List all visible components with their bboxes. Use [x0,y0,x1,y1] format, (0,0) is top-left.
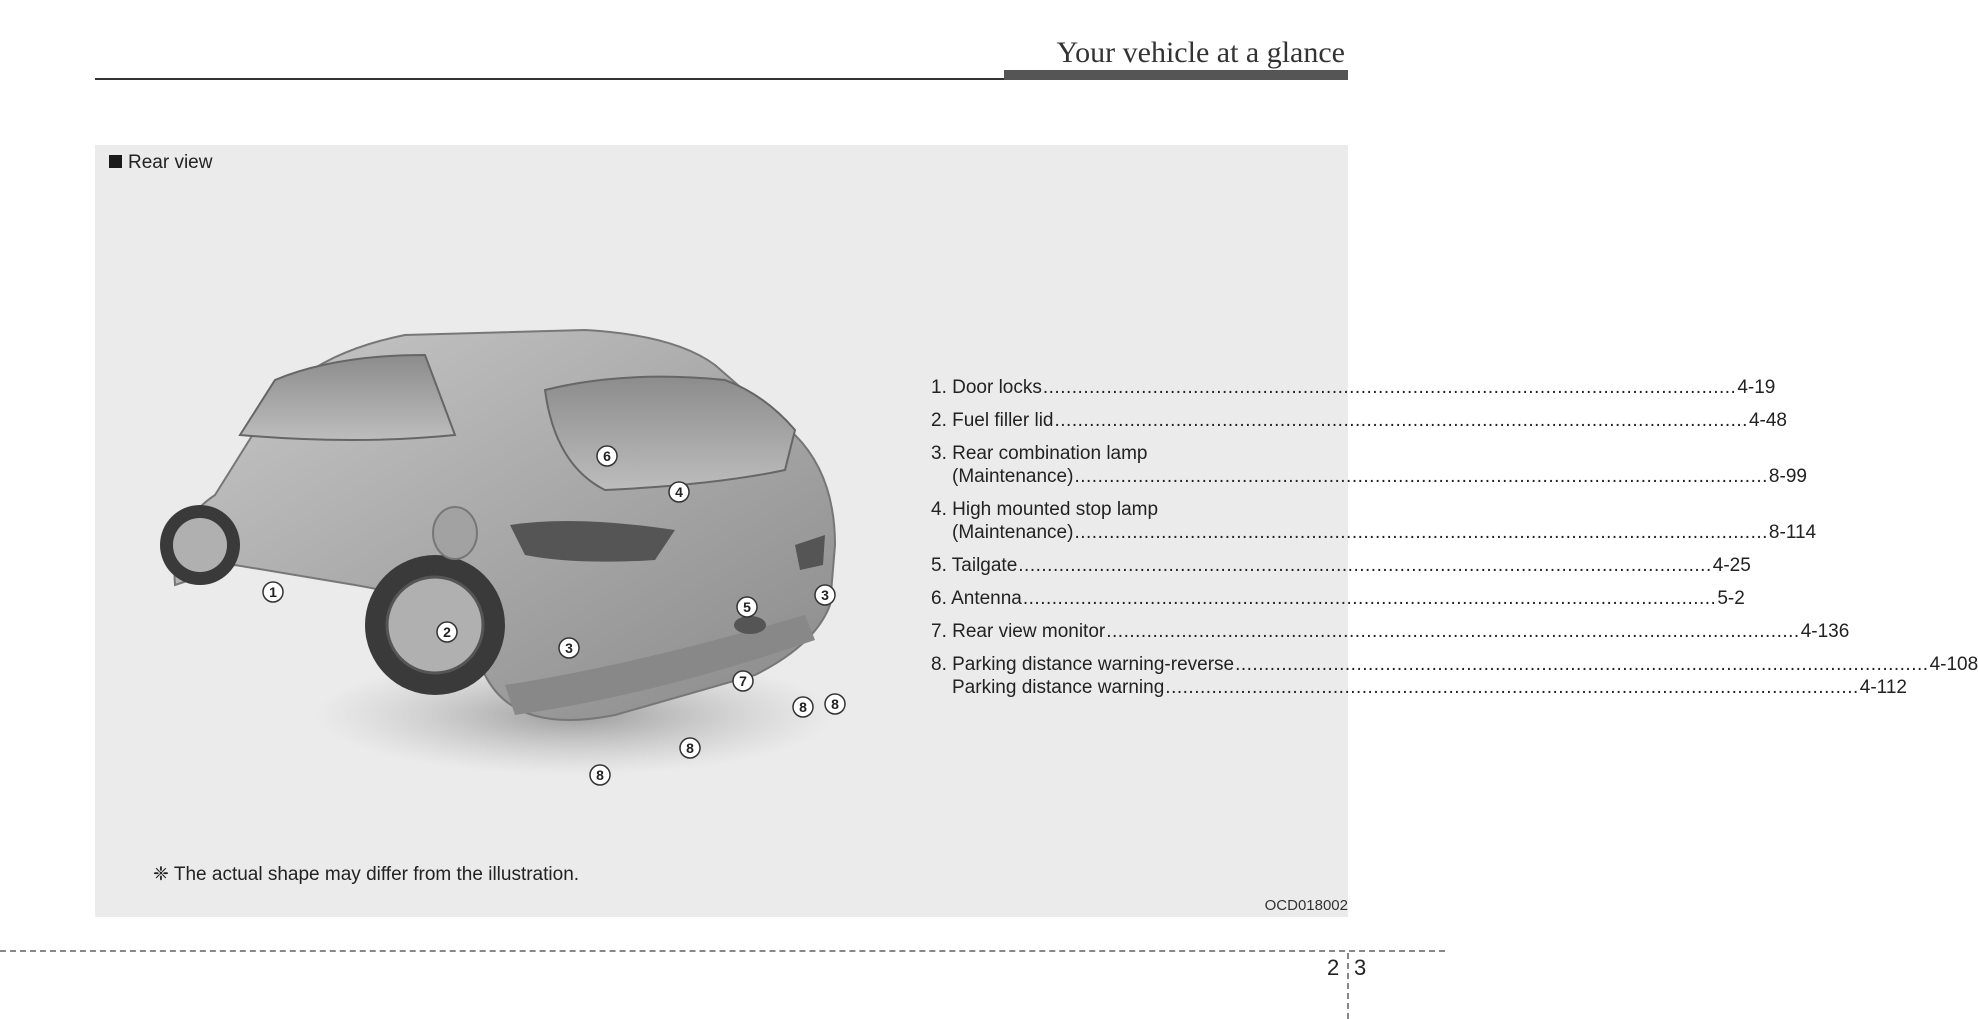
footer-divider [0,950,1445,952]
legend-item [931,498,1817,544]
legend-item-label: 2. Fuel filler lid [931,410,1054,431]
header-rule-accent [1004,70,1348,80]
legend-item [931,442,1807,488]
content-panel [95,145,1978,917]
legend-item-label: (Maintenance) [952,522,1074,543]
legend-page-ref: 4-136 [1800,621,1850,642]
svg-text:8: 8 [799,699,807,715]
legend-line [931,676,1907,699]
svg-text:2: 2 [443,624,451,640]
callout-8a [793,697,813,717]
svg-text:8: 8 [831,696,839,712]
legend-line [931,465,1807,488]
callout-4 [669,482,689,502]
legend-item [931,620,1850,643]
callout-8d [590,765,610,785]
legend-line [931,554,1751,577]
svg-text:8: 8 [686,740,694,756]
square-bullet-icon [109,155,122,168]
rear-wheel-rim [387,577,483,673]
leader-dots [1074,521,1767,544]
car-rear-view-illustration [155,295,855,783]
legend-line [931,653,1978,676]
rear-window [545,377,795,490]
callout-8c [680,738,700,758]
side-windows [240,355,455,440]
callout-8b [825,694,845,714]
legend-line [931,409,1787,432]
image-code: OCD018002 [1264,897,1348,914]
legend-line [931,587,1745,610]
svg-text:4: 4 [675,484,683,500]
legend-item-label: 4. High mounted stop lamp [931,499,1159,520]
callout-2 [437,622,457,642]
leader-dots [1055,409,1748,432]
legend-page-ref: 5-2 [1717,588,1745,609]
section-label-text: Rear view [128,152,213,173]
legend-item [931,376,1776,399]
legend-item-label: 7. Rear view monitor [931,621,1106,642]
legend-item-label: Parking distance warning [952,677,1165,698]
section-label [109,152,212,174]
legend-page-ref: 4-112 [1859,677,1907,698]
svg-text:6: 6 [603,448,611,464]
leader-dots [1018,554,1711,577]
legend-line [931,376,1776,399]
page-number-left: 2 [1327,955,1340,980]
legend-item-label: (Maintenance) [952,466,1074,487]
legend-item-label: 6. Antenna [931,588,1022,609]
legend-line [931,521,1817,544]
callout-7 [733,671,753,691]
callout-3b [815,585,835,605]
header-rule [95,78,1005,80]
header-title: Your vehicle at a glance [1056,36,1345,69]
callout-1 [263,582,283,602]
component-legend [931,376,1978,709]
svg-text:1: 1 [269,584,277,600]
page-number-divider [1347,953,1349,1019]
legend-item [931,653,1978,699]
leader-dots [1074,465,1767,488]
legend-page-ref: 4-108 [1929,654,1978,675]
legend-item-label: 8. Parking distance warning-reverse [931,654,1235,675]
leader-dots [1235,653,1928,676]
legend-line [931,442,1331,465]
legend-page-ref: 4-25 [1712,555,1751,576]
leader-dots [1106,620,1799,643]
kia-emblem [734,616,766,634]
legend-page-ref: 8-114 [1768,522,1817,543]
illustration-footnote: ❈ The actual shape may differ from the illustration. [153,864,580,885]
svg-text:3: 3 [565,640,573,656]
legend-item [931,409,1787,432]
svg-text:5: 5 [743,599,751,615]
fuel-filler-lid [433,507,477,559]
legend-item-label: 5. Tailgate [931,555,1018,576]
legend-item-label: 1. Door locks [931,377,1042,398]
legend-item [931,587,1745,610]
callout-6 [597,446,617,466]
page-number-right: 3 [1354,955,1367,980]
legend-page-ref: 8-99 [1768,466,1807,487]
legend-page-ref: 4-19 [1737,377,1776,398]
callout-5 [737,597,757,617]
callout-3a [559,638,579,658]
legend-line [931,498,1331,521]
leader-dots [1043,376,1736,399]
svg-text:8: 8 [596,767,604,783]
leader-dots [1023,587,1716,610]
legend-item [931,554,1751,577]
front-wheel-rim [173,518,227,572]
legend-item-label: 3. Rear combination lamp [931,443,1148,464]
legend-page-ref: 4-48 [1748,410,1787,431]
svg-text:7: 7 [739,673,747,689]
legend-line [931,620,1850,643]
leader-dots [1165,676,1858,699]
tail-lamp-left [510,521,675,562]
svg-text:3: 3 [821,587,829,603]
